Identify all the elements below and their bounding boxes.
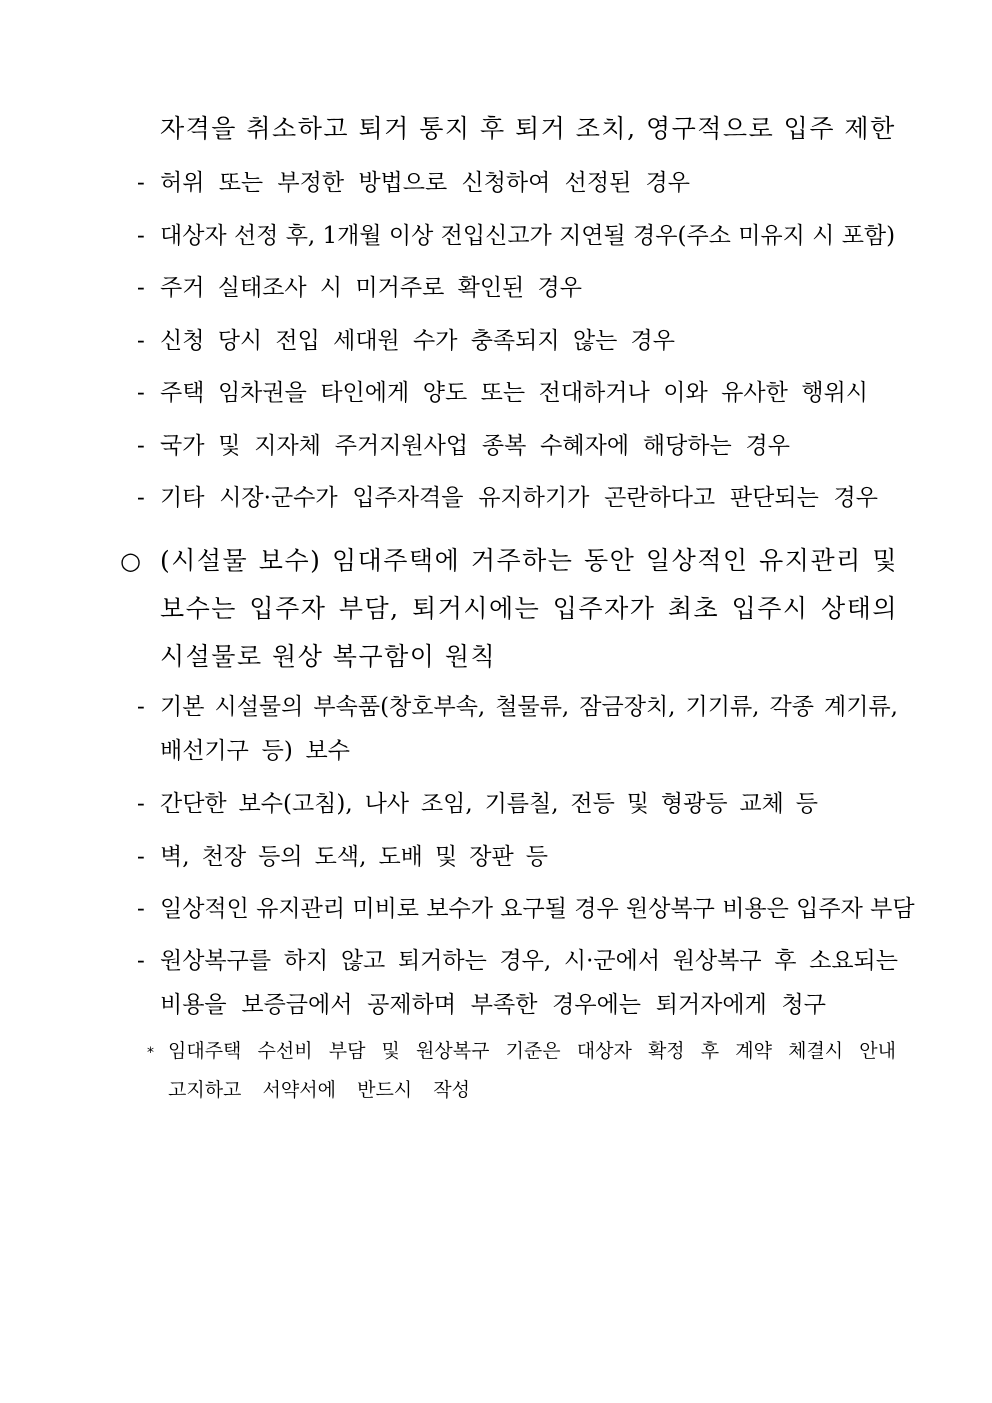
section-bullet: ○: [120, 547, 141, 575]
list-marker: -: [137, 485, 145, 511]
list-item: 주택 임차권을 타인에게 양도 또는 전대하거나 이와 유사한 행위시: [160, 380, 868, 406]
list-marker: -: [137, 948, 145, 974]
list-marker: -: [137, 223, 145, 249]
list-item: 기타 시장·군수가 입주자격을 유지하기가 곤란하다고 판단되는 경우: [160, 485, 878, 511]
list-item: 주거 실태조사 시 미거주로 확인된 경우: [160, 275, 582, 301]
section-line: (시설물 보수) 임대주택에 거주하는 동안 일상적인 유지관리 및: [160, 546, 898, 575]
list-item: 기본 시설물의 부속품(창호부속, 철물류, 잠금장치, 기기류, 각종 계기류,: [160, 694, 898, 720]
list-item: 원상복구를 하지 않고 퇴거하는 경우, 시·군에서 원상복구 후 소요되는: [160, 948, 898, 974]
list-item: 일상적인 유지관리 미비로 보수가 요구될 경우 원상복구 비용은 입주자 부담: [160, 896, 915, 922]
footnote-line: 임대주택 수선비 부담 및 원상복구 기준은 대상자 확정 후 계약 체결시 안내: [168, 1040, 896, 1062]
list-marker: -: [137, 694, 145, 720]
list-marker: -: [137, 896, 145, 922]
list-item-continuation: 배선기구 등) 보수: [160, 738, 350, 764]
intro-text: 자격을 취소하고 퇴거 통지 후 퇴거 조치, 영구적으로 입주 제한: [160, 114, 896, 143]
list-item: 간단한 보수(고침), 나사 조임, 기름칠, 전등 및 형광등 교체 등: [160, 791, 818, 817]
list-marker: -: [137, 380, 145, 406]
list-item: 대상자 선정 후, 1개월 이상 전입신고가 지연될 경우(주소 미유지 시 포함): [160, 223, 896, 249]
list-marker: -: [137, 791, 145, 817]
list-item-continuation: 비용을 보증금에서 공제하며 부족한 경우에는 퇴거자에게 청구: [160, 992, 826, 1018]
section-line: 시설물로 원상 복구함이 원칙: [160, 642, 497, 671]
list-marker: -: [137, 275, 145, 301]
list-item: 신청 당시 전입 세대원 수가 충족되지 않는 경우: [160, 328, 675, 354]
section-line: 보수는 입주자 부담, 퇴거시에는 입주자가 최초 입주시 상태의: [160, 594, 898, 623]
list-marker: -: [137, 433, 145, 459]
list-marker: -: [137, 844, 145, 870]
list-item: 허위 또는 부정한 방법으로 신청하여 선정된 경우: [160, 170, 690, 196]
footnote-marker: *: [147, 1045, 154, 1061]
list-marker: -: [137, 170, 145, 196]
footnote-line: 고지하고 서약서에 반드시 작성: [168, 1079, 470, 1101]
intro-line: [160, 114, 896, 144]
list-item: 벽, 천장 등의 도색, 도배 및 장판 등: [160, 844, 548, 870]
list-item: 국가 및 지자체 주거지원사업 종복 수혜자에 해당하는 경우: [160, 433, 790, 459]
list-marker: -: [137, 328, 145, 354]
